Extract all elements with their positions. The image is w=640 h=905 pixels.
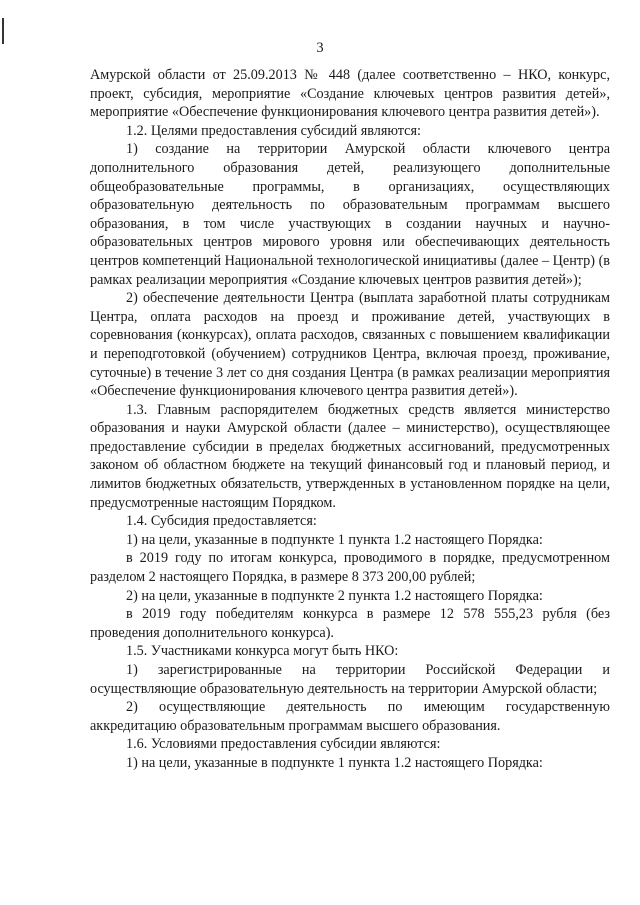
paragraph: в 2019 году по итогам конкурса, проводимого в порядке, предусмотренном разделом 2 настоящего Порядка, в размере 8 373 200,00 рублей; [90,550,610,586]
document-body [90,66,610,773]
paragraph: 2) на цели, указанные в подпункте 2 пункта 1.2 настоящего Порядка: [126,587,543,604]
page-number: 3 [316,40,324,56]
paragraph: 1.5. Участниками конкурса могут быть НКО: [126,643,399,660]
paragraph: 1) на цели, указанные в подпункте 1 пункта 1.2 настоящего Порядка: [126,531,543,548]
paragraph: 1) на цели, указанные в подпункте 1 пункта 1.2 настоящего Порядка: [126,754,543,771]
paragraph: 1.6. Условиями предоставления субсидии являются: [126,736,441,753]
paragraph: 1.4. Субсидия предоставляется: [126,513,317,530]
paragraph: в 2019 году победителям конкурса в размере 12 578 555,23 рубля (без проведения дополнительного конкурса). [90,606,610,641]
paragraph: 1.3. Главным распорядителем бюджетных средств является министерство образования и науки Амурской области (далее – министерство), осуществляющее предоставление субсидии в пределах бюджетных ассигнований, предусмотренных законом об областном бюджете на текущий финансовый год и плановый период, и лимитов бюджетных обязательств, утвержденных в установленном порядке на цели, предусмотренные настоящим Порядком. [90,401,610,511]
paragraph: 1.2. Целями предоставления субсидий являются: [126,122,421,139]
paragraph: 2) осуществляющие деятельность по имеющим государственную аккредитацию образовательным программам высшего образования. [90,699,610,734]
paragraph: 1) создание на территории Амурской области ключевого центра дополнительного образования детей, реализующего дополнительные общеобразовательные программы, в организациях, осуществляющих образовательную деятельность по образовательным программам высшего образования, в том числе участвующих в создании научных и научно-образовательных центров мирового уровня или обеспечивающих деятельность центров компетенций Национальной технологической инициативы (далее – Центр) (в рамках реализации мероприятия «Создание ключевых центров развития детей»); [90,141,610,288]
paragraph: 2) обеспечение деятельности Центра (выплата заработной платы сотрудникам Центра, оплата расходов на проезд и проживание детей, участвующих в соревнования (конкурсах), оплата расходов, связанных с повышением квалификации и переподготовкой (обучением) сотрудников Центра, включая проезд, проживание, суточные) в течение 3 лет со дня создания Центра (в рамках реализации мероприятия «Обеспечение функционирования ключевого центра развития детей»). [90,290,610,400]
paragraph: Амурской области от 25.09.2013 № 448 (далее соответственно – НКО, конкурс, проект, субсидия, мероприятие «Создание ключевых центров развития детей», мероприятие «Обеспечение функционирования ключевого центра развития детей»). [90,67,610,121]
paragraph: 1) зарегистрированные на территории Российской Федерации и осуществляющие образовательную деятельность на территории Амурской области; [90,662,610,697]
